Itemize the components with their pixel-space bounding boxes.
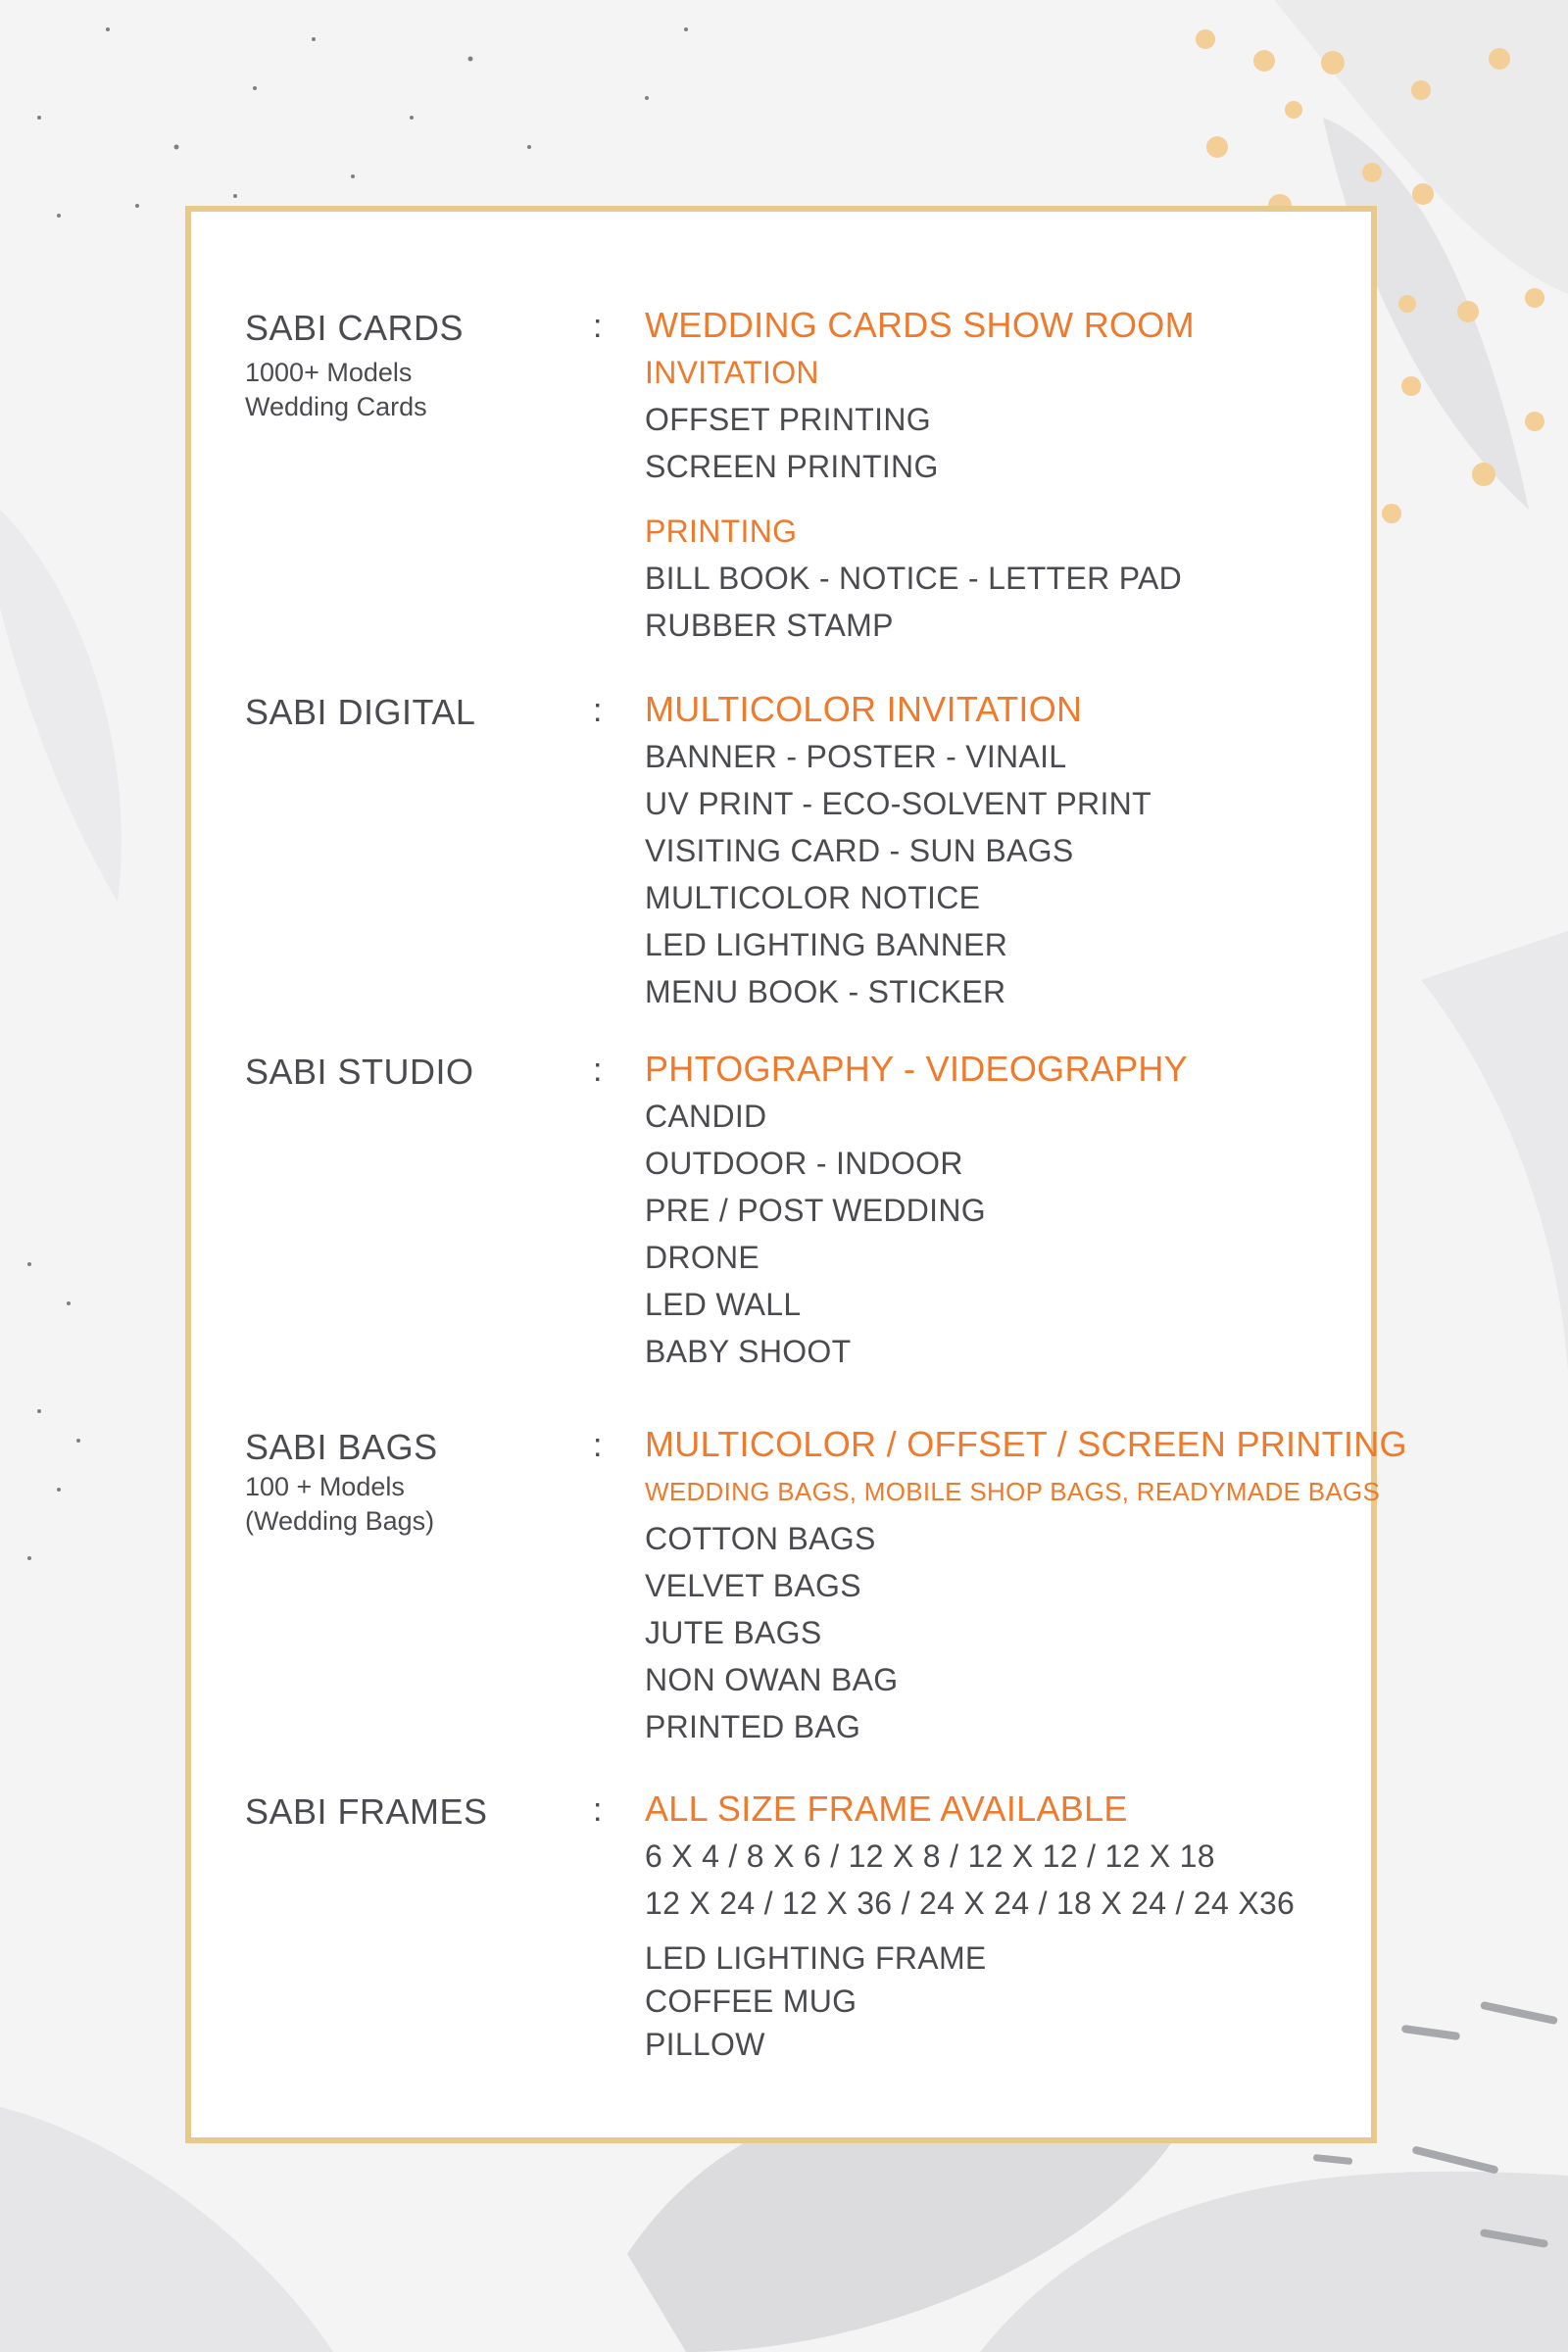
service-subheading: WEDDING BAGS, MOBILE SHOP BAGS, READYMADE BAGS xyxy=(645,1477,1381,1506)
service-subheading: PRINTING xyxy=(645,514,798,549)
separator-colon: : xyxy=(593,1791,603,1829)
service-item: 12 X 24 / 12 X 36 / 24 X 24 / 18 X 24 / 24 X36 xyxy=(645,1886,1296,1921)
separator-colon: : xyxy=(593,692,603,729)
service-heading: MULTICOLOR / OFFSET / SCREEN PRINTING xyxy=(645,1424,1407,1464)
service-item: PILLOW xyxy=(645,2027,765,2062)
service-item: MULTICOLOR NOTICE xyxy=(645,880,981,915)
service-item: LED WALL xyxy=(645,1287,802,1322)
spacer xyxy=(645,1927,1295,1936)
brand-name: SABI CARDS xyxy=(245,308,465,348)
service-heading: ALL SIZE FRAME AVAILABLE xyxy=(645,1788,1128,1829)
spacer xyxy=(645,490,1195,508)
service-item: NON OWAN BAG xyxy=(645,1662,899,1697)
separator-colon: : xyxy=(593,308,603,345)
service-item: BABY SHOOT xyxy=(645,1334,852,1369)
service-item: VELVET BAGS xyxy=(645,1568,861,1603)
service-list xyxy=(645,1786,1295,2066)
service-item: OFFSET PRINTING xyxy=(645,402,931,437)
service-item: RUBBER STAMP xyxy=(645,608,894,643)
service-item: COFFEE MUG xyxy=(645,1984,858,2019)
service-list xyxy=(645,1046,1188,1375)
service-item: COTTON BAGS xyxy=(645,1521,876,1556)
service-item: OUTDOOR - INDOOR xyxy=(645,1146,963,1181)
brand-subtitle: 100 + Models xyxy=(245,1472,405,1501)
service-heading: MULTICOLOR INVITATION xyxy=(645,689,1083,729)
service-item: 6 X 4 / 8 X 6 / 12 X 8 / 12 X 12 / 12 X 18 xyxy=(645,1838,1215,1874)
service-heading: PHTOGRAPHY - VIDEOGRAPHY xyxy=(645,1049,1188,1089)
service-item: CANDID xyxy=(645,1099,767,1134)
service-item: JUTE BAGS xyxy=(645,1615,822,1650)
service-item: VISITING CARD - SUN BAGS xyxy=(645,833,1074,868)
service-heading: WEDDING CARDS SHOW ROOM xyxy=(645,305,1195,345)
service-item: BANNER - POSTER - VINAIL xyxy=(645,739,1067,774)
separator-colon: : xyxy=(593,1052,603,1089)
service-item: LED LIGHTING BANNER xyxy=(645,927,1008,962)
brand-subtitle: Wedding Cards xyxy=(245,392,427,421)
service-list xyxy=(645,302,1195,649)
separator-colon: : xyxy=(593,1427,603,1464)
service-subheading: INVITATION xyxy=(645,355,819,390)
brand-subtitle: 1000+ Models xyxy=(245,358,413,387)
service-item: PRE / POST WEDDING xyxy=(645,1193,986,1228)
service-item: SCREEN PRINTING xyxy=(645,449,939,484)
brand-name: SABI DIGITAL xyxy=(245,692,476,732)
brand-name: SABI BAGS xyxy=(245,1427,438,1467)
brand-name: SABI FRAMES xyxy=(245,1791,488,1832)
service-list xyxy=(645,686,1152,1015)
brand-subtitle: (Wedding Bags) xyxy=(245,1506,435,1536)
service-item: DRONE xyxy=(645,1240,760,1275)
service-item: MENU BOOK - STICKER xyxy=(645,974,1006,1009)
service-item: UV PRINT - ECO-SOLVENT PRINT xyxy=(645,786,1152,821)
service-item: LED LIGHTING FRAME xyxy=(645,1940,987,1976)
service-item: BILL BOOK - NOTICE - LETTER PAD xyxy=(645,561,1183,596)
service-item: PRINTED BAG xyxy=(645,1709,861,1744)
service-list xyxy=(645,1421,1407,1750)
content-frame xyxy=(185,206,1407,2143)
brand-name: SABI STUDIO xyxy=(245,1052,474,1092)
